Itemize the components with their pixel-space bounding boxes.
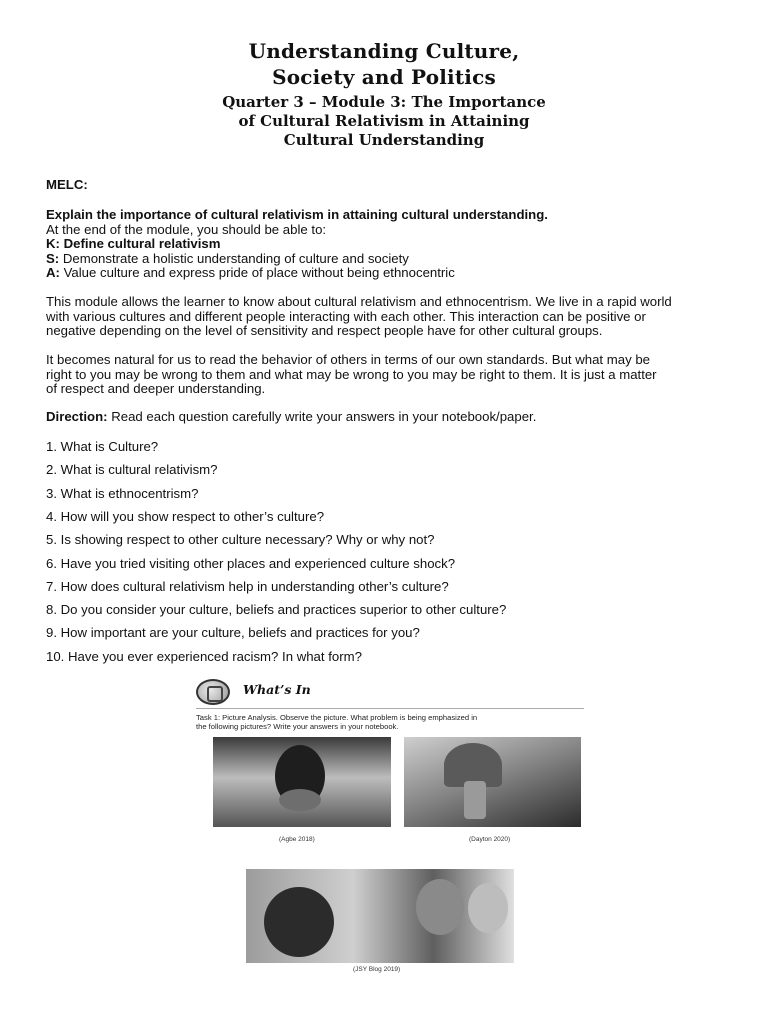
direction-line: [46, 410, 726, 425]
document-title-line1: Understanding Culture,: [248, 39, 520, 63]
s-objective: S: Demonstrate a holistic understanding of culture and society: [46, 250, 409, 266]
photo-children-exclusion: [246, 869, 514, 963]
question-item: 9. How important are your culture, beliefs and practices for you?: [46, 625, 420, 640]
whats-in-title: What’s In: [243, 682, 311, 697]
question-item: 8. Do you consider your culture, beliefs and practices superior to other culture?: [46, 602, 507, 617]
whats-in-section: [196, 676, 586, 986]
question-item: 6. Have you tried visiting other places and experienced culture shock?: [46, 556, 456, 571]
section-divider: [196, 708, 584, 709]
melc-intro: At the end of the module, you should be able to:: [46, 221, 327, 237]
paragraph-standards: It becomes natural for us to read the behavior of others in terms of our own standards. But what may be right to you may be wrong to them and what may be wrong to you may be right to them. It is just a matter of respect and deeper understanding.: [46, 352, 657, 397]
question-item: 10. Have you ever experienced racism? In what form?: [46, 649, 362, 664]
question-item: 2. What is cultural relativism?: [46, 462, 218, 477]
question-item: 5. Is showing respect to other culture necessary? Why or why not?: [46, 532, 435, 547]
task-instruction: Task 1: Picture Analysis. Observe the picture. What problem is being emphasized in the following pictures? Write your answers in your notebook.: [196, 713, 478, 731]
question-item: 1. What is Culture?: [46, 439, 159, 454]
photo-lip-plate-woman: [213, 737, 391, 827]
document-title-line2: Society and Politics: [272, 65, 496, 89]
photo-figure: [279, 789, 321, 811]
photo-caption: (Dayton 2020): [469, 836, 511, 843]
photo-neck-rings-woman: [404, 737, 581, 827]
photo-caption: (Agbe 2018): [279, 836, 315, 843]
title-block: [0, 38, 768, 150]
question-item: 7. How does cultural relativism help in understanding other’s culture?: [46, 579, 449, 594]
a-objective: A: Value culture and express pride of place without being ethnocentric: [46, 265, 455, 281]
melc-label: MELC:: [46, 177, 88, 192]
subtitle-line1: Quarter 3 – Module 3: The Importance: [222, 93, 546, 111]
direction-text: Read each question carefully write your answers in your notebook/paper.: [107, 409, 537, 424]
question-item: 4. How will you show respect to other’s culture?: [46, 509, 325, 524]
paragraph-intro: This module allows the learner to know about cultural relativism and ethnocentrism. We live in a rapid world with various cultures and different people interacting with each other. This interaction can be positive or negative depending on the level of sensitivity and respect people have for other cultural groups.: [46, 294, 672, 339]
photo-figure: [464, 781, 486, 819]
melc-objective: Explain the importance of cultural relativism in attaining cultural understanding.: [46, 207, 548, 222]
photo-figure: [468, 883, 508, 933]
photo-caption: (JSY Blog 2019): [353, 966, 401, 973]
melc-block: [46, 208, 726, 281]
subtitle-line2: of Cultural Relativism in Attaining: [238, 112, 530, 130]
subtitle-line3: Cultural Understanding: [283, 131, 485, 149]
photo-figure: [264, 887, 334, 957]
question-item: 3. What is ethnocentrism?: [46, 486, 199, 501]
photo-figure: [416, 879, 464, 935]
direction-label: Direction:: [46, 409, 108, 424]
k-objective: K: Define cultural relativism: [46, 236, 221, 252]
module-logo-icon: [196, 679, 230, 705]
